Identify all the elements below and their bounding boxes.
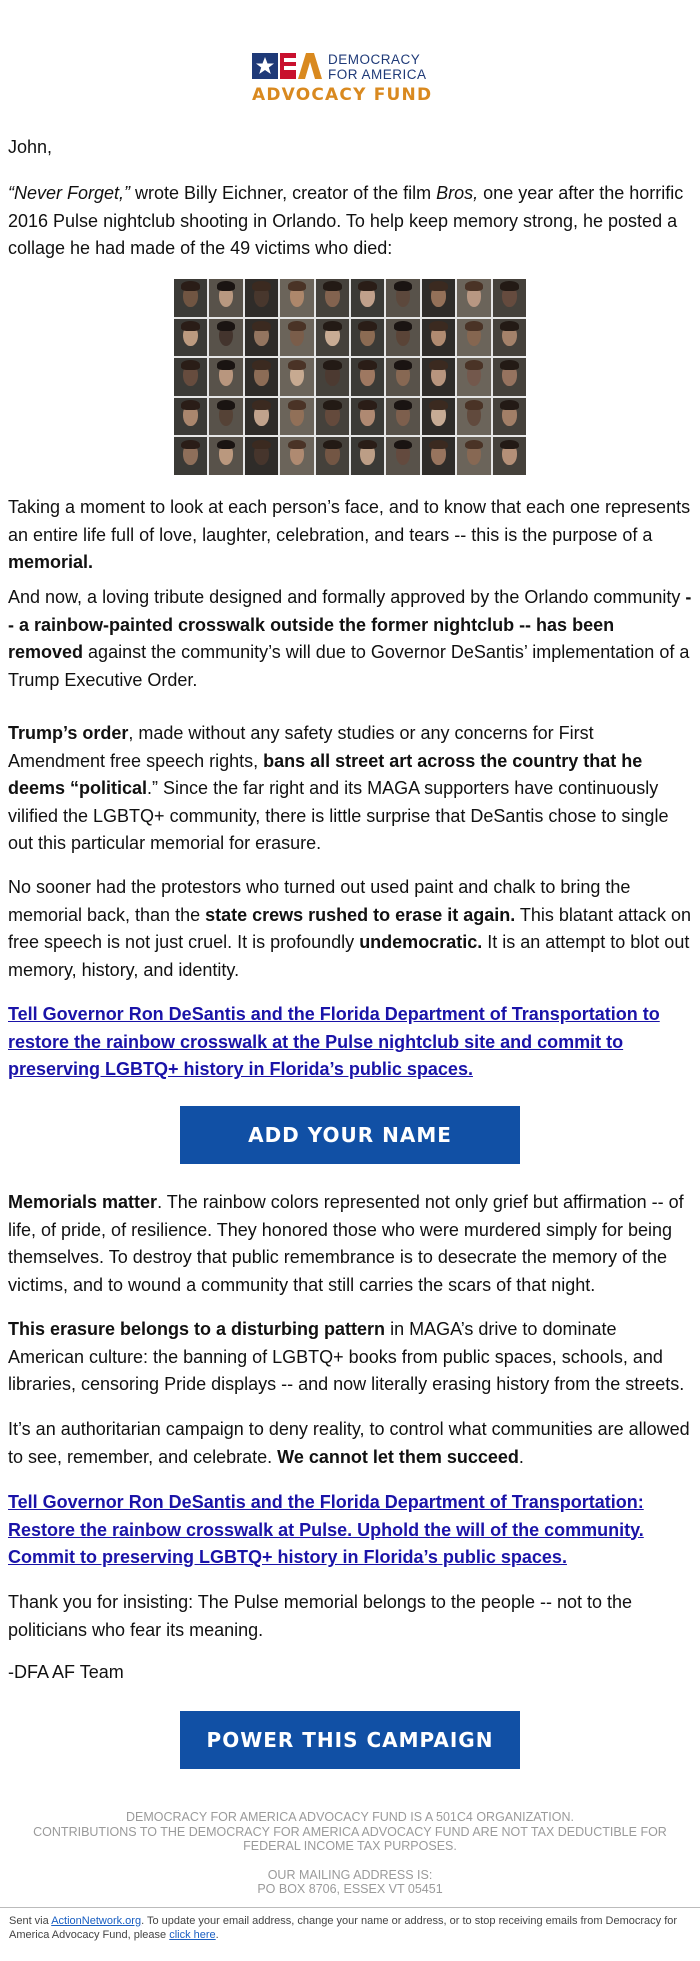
hair-shape <box>217 360 236 370</box>
collage-photo-tile <box>209 279 242 317</box>
collage-photo-tile <box>316 279 349 317</box>
hair-shape <box>358 400 377 410</box>
footer-disclaimer <box>0 1810 700 1897</box>
unsubscribe-click-here-link[interactable]: click here <box>169 1929 216 1941</box>
hair-shape <box>252 321 271 331</box>
power-this-campaign-button[interactable]: POWER THIS CAMPAIGN <box>180 1711 520 1769</box>
hair-shape <box>394 360 413 370</box>
hair-shape <box>323 281 342 291</box>
hair-shape <box>181 360 200 370</box>
footer-address: PO BOX 8706, ESSEX VT 05451 <box>257 1882 443 1896</box>
hair-shape <box>288 281 307 291</box>
dfa-logo-mark <box>250 50 450 106</box>
logo-line1: DEMOCRACY <box>328 52 421 67</box>
petition-link-2[interactable]: Tell Governor Ron DeSantis and the Florida Department of Transportation: Restore the rainbow crosswalk at Pulse. Uphold the will of the community. Commit to preserving LGBTQ+ history in Florida’s public spaces. <box>8 1492 644 1567</box>
collage-photo-tile <box>245 437 278 475</box>
protest-text-2: This blatant attack on free speech is not just cruel. It is profoundly <box>8 904 692 952</box>
hair-shape <box>358 321 377 331</box>
collage-photo-tile <box>280 358 313 396</box>
collage-photo-tile <box>457 319 490 357</box>
hair-shape <box>429 360 448 370</box>
collage-photo-tile <box>493 437 526 475</box>
hair-shape <box>288 321 307 331</box>
collage-photo-tile <box>351 279 384 317</box>
hair-shape <box>500 440 519 450</box>
collage-photo-tile <box>316 358 349 396</box>
sent-via-prefix: Sent via <box>9 1915 52 1927</box>
authoritarian-paragraph <box>8 1416 692 1471</box>
hair-shape <box>465 400 484 410</box>
hair-shape <box>465 321 484 331</box>
collage-photo-tile <box>174 319 207 357</box>
hair-shape <box>465 440 484 450</box>
memorial-paragraph <box>8 494 692 577</box>
hair-shape <box>181 321 200 331</box>
hair-shape <box>429 400 448 410</box>
collage-photo-tile <box>174 398 207 436</box>
collage-photo-tile <box>457 437 490 475</box>
hair-shape <box>181 400 200 410</box>
hair-shape <box>323 440 342 450</box>
footer-line-2: CONTRIBUTIONS TO THE DEMOCRACY FOR AMERICA ADVOCACY FUND ARE NOT TAX DEDUCTIBLE FOR FEDERAL INCOME TAX PURPOSES. <box>33 1824 667 1853</box>
authoritarian-text: It’s an authoritarian campaign to deny reality, to control what communities are allowed to see, remember, and celebrate. <box>8 1419 690 1467</box>
hair-shape <box>394 440 413 450</box>
collage-photo-tile <box>316 398 349 436</box>
collage-photo-tile <box>422 358 455 396</box>
hair-shape <box>500 400 519 410</box>
collage-photo-tile <box>245 358 278 396</box>
collage-photo-tile <box>351 437 384 475</box>
sent-via-middle: . To update your email address, change your name or address, or to stop receiving emails from Democracy for America Advocacy Fund, please <box>9 1915 678 1941</box>
hair-shape <box>217 321 236 331</box>
matter-text: . The rainbow colors represented not only grief but affirmation -- of life, of pride, of resilience. They honored those who were murdered simply for being themselves. To destroy that public remembrance is to desecrate the memory of the victims, and to wound a community that still carries the scars of that night. <box>8 1192 684 1295</box>
footer-mailing-label: OUR MAILING ADDRESS IS: <box>267 1867 433 1882</box>
hair-shape <box>500 360 519 370</box>
pattern-bold: This erasure belongs to a disturbing pattern <box>8 1319 386 1339</box>
greeting: John, <box>8 137 53 157</box>
collage-photo-tile <box>493 358 526 396</box>
sent-via-notice <box>9 1914 689 1942</box>
add-your-name-button[interactable]: ADD YOUR NAME <box>180 1106 520 1164</box>
logo-line2: FOR AMERICA <box>328 67 427 82</box>
logo-line3: ADVOCACY FUND <box>252 85 433 105</box>
collage-photo-tile <box>209 398 242 436</box>
hair-shape <box>217 281 236 291</box>
hair-shape <box>429 440 448 450</box>
collage-photo-tile <box>386 358 419 396</box>
signature: -DFA AF Team <box>8 1662 124 1682</box>
protest-bold-2: undemocratic. <box>359 932 483 952</box>
protest-paragraph <box>8 874 692 984</box>
intro-film: Bros, <box>436 183 479 203</box>
collage-photo-tile <box>386 398 419 436</box>
memorial-bold: memorial. <box>8 552 94 572</box>
hair-shape <box>358 360 377 370</box>
collage-photo-tile <box>457 398 490 436</box>
petition-link-paragraph-2 <box>8 1489 692 1572</box>
hair-shape <box>288 440 307 450</box>
hair-shape <box>500 281 519 291</box>
collage-photo-tile <box>457 358 490 396</box>
collage-photo-tile <box>280 437 313 475</box>
hair-shape <box>465 360 484 370</box>
authoritarian-bold: We cannot let them succeed <box>277 1446 519 1467</box>
hair-shape <box>217 400 236 410</box>
collage-photo-tile <box>209 358 242 396</box>
hair-shape <box>323 321 342 331</box>
logo-a-block <box>298 53 322 79</box>
hair-shape <box>181 440 200 450</box>
collage-photo-tile <box>493 319 526 357</box>
collage-photo-tile <box>174 279 207 317</box>
victims-collage-image <box>174 279 526 475</box>
collage-photo-tile <box>351 358 384 396</box>
hair-shape <box>394 400 413 410</box>
order-bold-2: bans all street art across the country that he deems “political <box>8 750 643 798</box>
hair-shape <box>323 400 342 410</box>
collage-photo-tile <box>422 279 455 317</box>
thanks-paragraph: Thank you for insisting: The Pulse memorial belongs to the people -- not to the politicians who fear its meaning. <box>8 1592 633 1640</box>
authoritarian-end: . <box>518 1446 524 1467</box>
collage-photo-tile <box>280 398 313 436</box>
actionnetwork-link[interactable]: ActionNetwork.org <box>51 1915 142 1927</box>
protest-bold-1: state crews rushed to erase it again. <box>205 904 516 925</box>
hair-shape <box>465 281 484 291</box>
footer-divider <box>0 1907 700 1908</box>
order-bold-1: Trump’s order <box>8 723 129 743</box>
collage-photo-tile <box>209 437 242 475</box>
collage-photo-tile <box>209 319 242 357</box>
hair-shape <box>358 440 377 450</box>
sent-via-end: . <box>215 1929 219 1941</box>
collage-photo-tile <box>245 279 278 317</box>
hair-shape <box>394 321 413 331</box>
removed-bold: -- a rainbow-painted crosswalk outside the former nightclub -- has been removed <box>8 587 692 662</box>
order-paragraph <box>8 720 692 858</box>
collage-photo-tile <box>351 398 384 436</box>
memorial-text: Taking a moment to look at each person’s face, and to know that each one represents an entire life full of love, laughter, celebration, and tears -- this is the purpose of a <box>8 497 691 545</box>
collage-photo-tile <box>386 279 419 317</box>
memorials-matter-paragraph <box>8 1189 692 1299</box>
hair-shape <box>429 321 448 331</box>
collage-photo-tile <box>457 279 490 317</box>
collage-photo-tile <box>422 319 455 357</box>
pattern-text: in MAGA’s drive to dominate American culture: the banning of LGBTQ+ books from public spaces, schools, and libraries, censoring Pride displays -- and now literally erasing history from the streets. <box>8 1319 685 1394</box>
collage-photo-tile <box>493 279 526 317</box>
hair-shape <box>288 360 307 370</box>
hair-shape <box>500 321 519 331</box>
hair-shape <box>323 360 342 370</box>
hair-shape <box>252 281 271 291</box>
hair-shape <box>181 281 200 291</box>
removed-text-2: against the community’s will due to Governor DeSantis’ implementation of a Trump Executive Order. <box>8 642 690 690</box>
protest-text-1: No sooner had the protestors who turned out used paint and chalk to bring the memorial back, than the <box>8 877 631 925</box>
collage-photo-tile <box>280 279 313 317</box>
hair-shape <box>252 360 271 370</box>
order-text-2: .” Since the far right and its MAGA supporters have continuously vilified the LGBTQ+ community, there is little surprise that DeSantis chose to single out this particular memorial for erasure. <box>8 778 669 853</box>
collage-photo-tile <box>422 437 455 475</box>
footer-line-1: DEMOCRACY FOR AMERICA ADVOCACY FUND IS A 501C4 ORGANIZATION. <box>125 1810 575 1824</box>
collage-photo-tile <box>245 398 278 436</box>
removed-paragraph <box>8 584 692 694</box>
collage-photo-tile <box>280 319 313 357</box>
hair-shape <box>288 400 307 410</box>
hair-shape <box>358 281 377 291</box>
intro-text-2: one year after the horrific 2016 Pulse nightclub shooting in Orlando. To help keep memory strong, he posted a collage he had made of the 49 victims who died: <box>8 183 684 258</box>
pattern-paragraph <box>8 1316 692 1399</box>
collage-photo-tile <box>422 398 455 436</box>
intro-quote: “Never Forget,” <box>8 183 131 203</box>
collage-photo-tile <box>316 319 349 357</box>
removed-text-1: And now, a loving tribute designed and formally approved by the Orlando community <box>8 587 681 607</box>
petition-link-paragraph-1 <box>8 1001 692 1084</box>
hair-shape <box>252 440 271 450</box>
hair-shape <box>217 440 236 450</box>
collage-photo-tile <box>316 437 349 475</box>
hair-shape <box>394 281 413 291</box>
collage-photo-tile <box>386 437 419 475</box>
collage-photo-tile <box>174 437 207 475</box>
collage-photo-tile <box>174 358 207 396</box>
hair-shape <box>429 281 448 291</box>
petition-link-1[interactable]: Tell Governor Ron DeSantis and the Florida Department of Transportation to restore the rainbow crosswalk at the Pulse nightclub site and commit to preserving LGBTQ+ history in Florida’s public spaces. <box>8 1004 660 1079</box>
collage-photo-tile <box>386 319 419 357</box>
collage-photo-tile <box>493 398 526 436</box>
protest-text-3: It is an attempt to blot out memory, history, and identity. <box>8 932 690 980</box>
intro-paragraph <box>8 180 692 263</box>
collage-photo-tile <box>245 319 278 357</box>
dfa-logo <box>250 50 450 106</box>
collage-photo-tile <box>351 319 384 357</box>
intro-text-1: wrote Billy Eichner, creator of the film <box>130 183 437 203</box>
matter-bold: Memorials matter <box>8 1192 158 1212</box>
order-text-1: , made without any safety studies or any concerns for First Amendment free speech rights, <box>8 723 594 771</box>
hair-shape <box>252 400 271 410</box>
